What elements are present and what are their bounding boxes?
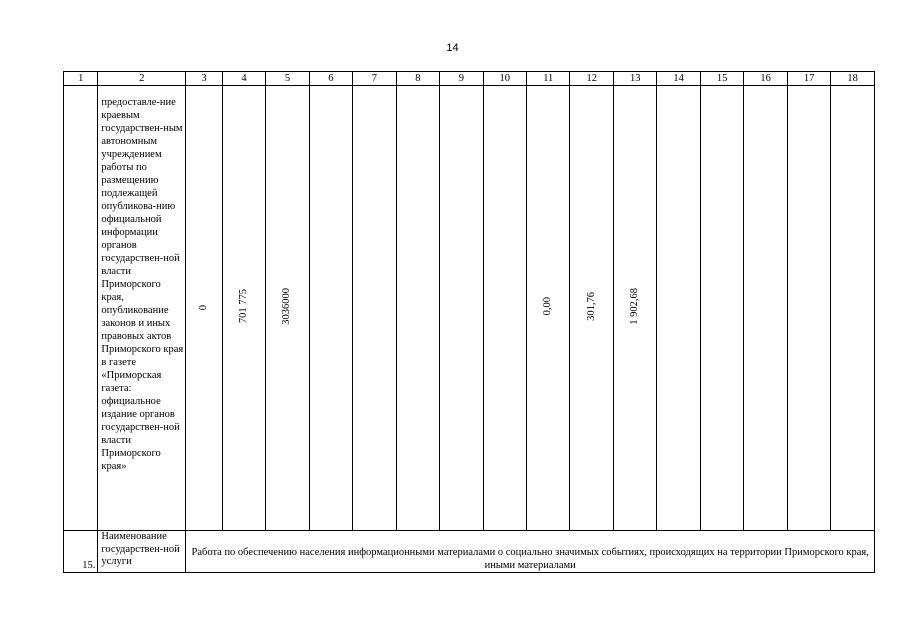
column-header: 6	[309, 72, 352, 86]
column-header: 10	[483, 72, 526, 86]
table-cell	[744, 86, 787, 531]
column-header: 5	[266, 72, 309, 86]
table-row	[64, 86, 875, 531]
column-header: 3	[186, 72, 222, 86]
cell-value: 1 902,68	[629, 287, 641, 325]
service-label-cell: Наименование государствен-ной услуги	[98, 531, 186, 573]
table-row	[64, 531, 875, 573]
column-header: 15	[700, 72, 743, 86]
table-cell	[831, 86, 875, 531]
column-header: 14	[657, 72, 700, 86]
column-header: 18	[831, 72, 875, 86]
column-header: 8	[396, 72, 439, 86]
table-cell	[353, 86, 396, 531]
cell-value: 301,76	[585, 291, 597, 321]
column-header: 1	[64, 72, 98, 86]
cell-value: 0,00	[542, 296, 554, 316]
column-header: 7	[353, 72, 396, 86]
service-name-cell	[98, 86, 186, 531]
table-cell	[440, 86, 483, 531]
column-header: 11	[527, 72, 570, 86]
column-header: 12	[570, 72, 613, 86]
column-header: 17	[787, 72, 830, 86]
column-header: 13	[613, 72, 656, 86]
column-header: 4	[222, 72, 265, 86]
table-cell	[787, 86, 830, 531]
cell-value: 0	[198, 305, 210, 311]
column-header: 2	[98, 72, 186, 86]
table-cell	[396, 86, 439, 531]
table-cell	[613, 86, 656, 531]
data-table	[63, 71, 875, 573]
table-cell	[527, 86, 570, 531]
service-description-cell: Работа по обеспечению населения информационными материалами о социально значимых событиях, происходящих на территории Приморского края, иными материалами	[186, 531, 875, 573]
cell-value: 701 775	[237, 288, 249, 324]
table-header-row	[64, 72, 875, 86]
table-cell	[186, 86, 222, 531]
service-name-text: предоставле-ние краевым государствен-ным автономным учреждением работы по размещению подлежащей опубликова-нию официальной информации органов государствен-ной власти Приморского края, опубликование законов и иных правовых актов Приморского края в газете «Приморская газета: официальное издание органов государствен-ной власти Приморского края»	[101, 97, 184, 472]
table-cell	[309, 86, 352, 531]
row-number-cell: 15.	[64, 531, 98, 573]
cell-value: 3036000	[281, 287, 293, 325]
row-number-cell	[64, 86, 98, 531]
table-cell	[266, 86, 309, 531]
table-cell	[483, 86, 526, 531]
table-cell	[222, 86, 265, 531]
column-header: 16	[744, 72, 787, 86]
table-cell	[570, 86, 613, 531]
table-cell	[657, 86, 700, 531]
table-cell	[700, 86, 743, 531]
page-number: 14	[446, 42, 459, 54]
column-header: 9	[440, 72, 483, 86]
